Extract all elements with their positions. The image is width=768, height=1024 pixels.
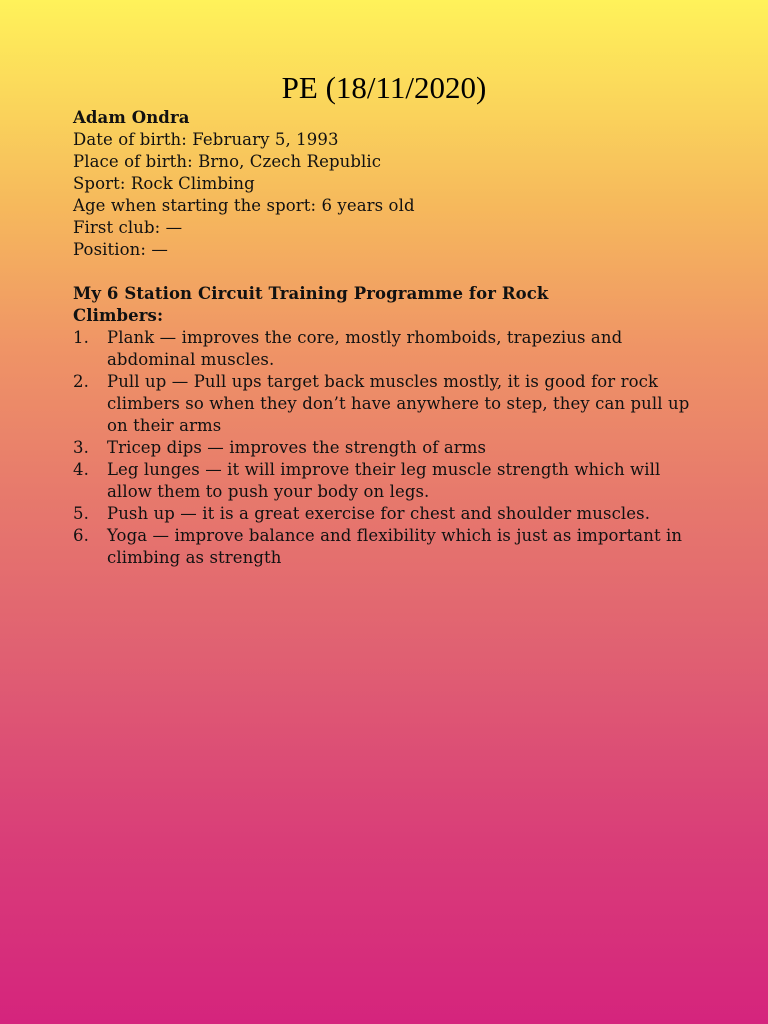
list-item <box>73 503 697 525</box>
list-item-text: Plank — improves the core, mostly rhomboids, trapezius and abdominal muscles. <box>107 328 623 369</box>
list-item <box>73 459 697 503</box>
document-body <box>73 107 713 569</box>
programme-list <box>73 327 713 569</box>
programme-heading: My 6 Station Circuit Training Programme for Rock Climbers: <box>73 284 549 325</box>
list-item <box>73 327 697 371</box>
age-when-starting: Age when starting the sport: 6 years old <box>73 196 415 215</box>
first-club: First club: — <box>73 218 183 237</box>
list-item <box>73 437 697 459</box>
position: Position: — <box>73 240 168 259</box>
list-item-text: Push up — it is a great exercise for chest and shoulder muscles. <box>107 504 651 523</box>
date-of-birth: Date of birth: February 5, 1993 <box>73 130 339 149</box>
page-title: PE (18/11/2020) <box>281 70 487 105</box>
list-item-number: 4. <box>73 460 89 479</box>
list-item <box>73 525 697 569</box>
list-item-number: 2. <box>73 372 89 391</box>
list-item <box>73 371 697 437</box>
list-item-text: Pull up — Pull ups target back muscles mostly, it is good for rock climbers so when they don’t have anywhere to step, they can pull up on their arms <box>107 372 690 435</box>
place-of-birth: Place of birth: Brno, Czech Republic <box>73 152 382 171</box>
sport: Sport: Rock Climbing <box>73 174 255 193</box>
list-item-text: Yoga — improve balance and flexibility which is just as important in climbing as strength <box>107 526 683 567</box>
list-item-number: 3. <box>73 438 89 457</box>
list-item-number: 5. <box>73 504 89 523</box>
list-item-text: Tricep dips — improves the strength of arms <box>107 438 487 457</box>
spacer <box>73 261 713 283</box>
list-item-number: 6. <box>73 526 89 545</box>
athlete-name: Adam Ondra <box>73 108 190 127</box>
list-item-number: 1. <box>73 328 89 347</box>
list-item-text: Leg lunges — it will improve their leg muscle strength which will allow them to push your body on legs. <box>107 460 661 501</box>
